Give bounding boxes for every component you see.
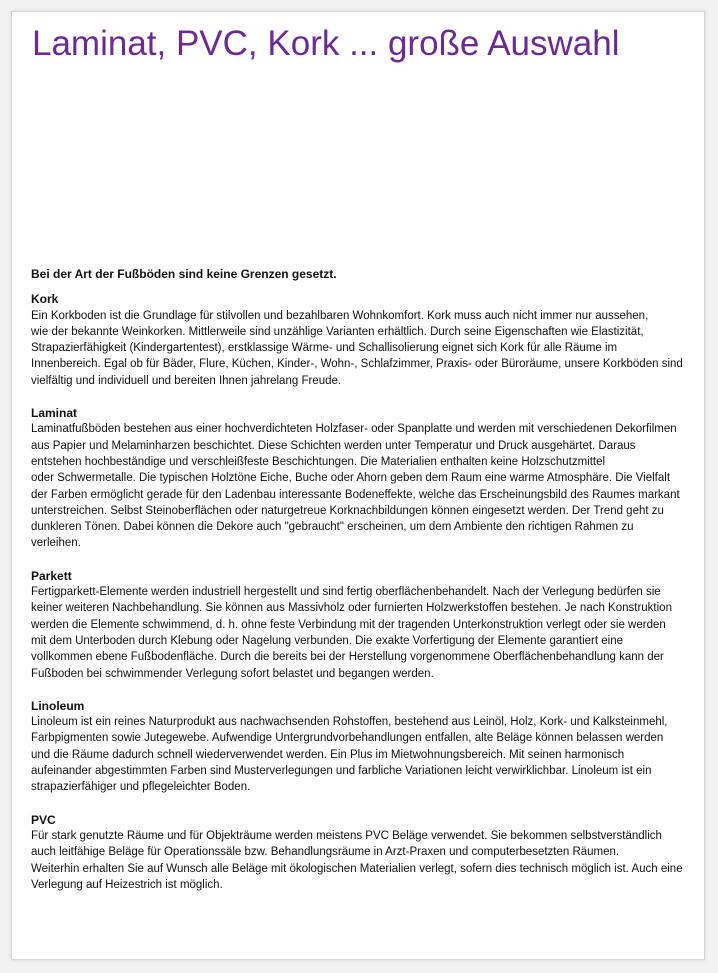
section-kork bbox=[31, 291, 683, 389]
section-laminat bbox=[31, 405, 683, 552]
section-linoleum bbox=[31, 698, 683, 796]
section-heading: Kork bbox=[31, 292, 59, 307]
intro-text: Bei der Art der Fußböden sind keine Grenzen gesetzt. bbox=[31, 267, 337, 281]
section-heading: Linoleum bbox=[31, 698, 85, 713]
article-body bbox=[31, 266, 683, 909]
section-paragraph: Fertigparkett-Elemente werden industriell hergestellt und sind fertig oberflächenbehandelt. Nach der Verlegung bedürfen sie keiner weiteren Nachbehandlung. Sie können aus Massivholz oder furnierten Holzwerkstoffen bestehen. Je nach Konstruktion werden die Elemente schwimmend, d. h. ohne feste Verbindung mit der tragenden Unterkonstruktion verlegt oder sie werden mit dem Unterboden durch Klebung oder Nagelung verbunden. Die exakte Vorfertigung der Elemente garantiert eine vollkommen ebene Fußbodenfläche. Durch die bereits bei der Herstellung vorgenommene Oberflächenbehandlung kann der Fußboden bei schwimmender Verlegung sofort belastet und begangen werden. bbox=[31, 586, 672, 680]
section-paragraph: Linoleum ist ein reines Naturprodukt aus nachwachsenden Rohstoffen, bestehend aus Leinöl, Holz, Kork- und Kalksteinmehl, Farbpigmenten sowie Jutegewebe. Aufwendige Untergrundvorbehandlungen entfallen, alte Beläge können belassen werden und die Räume dadurch schnell wiederverwendet werden. Ein Plus im Mietwohnungsbereich. Mit seinen harmonisch aufeinander abgestimmten Farben sind Musterverlegungen und farbliche Variationen leicht verwirklichbar. Linoleum ist ein strapazierfähiger und pflegeleichter Boden. bbox=[31, 716, 668, 794]
section-paragraph: Laminatfußböden bestehen aus einer hochverdichteten Holzfaser- oder Spanplatte und werden mit verschiedenen Dekorfilmen aus Papier und Melaminharzen beschichtet. Diese Schichten werden unter Temperatur und Druck ausgehärtet. Daraus entstehen hochbeständige und verschleißfeste Beschichtungen. Die Materialien enthalten keine Holzschutzmittel bbox=[31, 423, 677, 468]
page-title: Laminat, PVC, Kork ... große Auswahl bbox=[32, 24, 620, 63]
section-heading: Parkett bbox=[31, 568, 72, 583]
section-parkett bbox=[31, 568, 683, 682]
section-pvc bbox=[31, 812, 683, 893]
section-heading: Laminat bbox=[31, 406, 78, 421]
section-paragraph: Ein Korkboden ist die Grundlage für stilvollen und bezahlbaren Wohnkomfort. Kork muss auch nicht immer nur aussehen, bbox=[31, 309, 649, 322]
page-card bbox=[11, 11, 705, 960]
section-paragraph: Weiterhin erhalten Sie auf Wunsch alle Beläge mit ökologischen Materialien verlegt, sofern dies technisch möglich ist. Auch eine Verlegung auf Heizestrich ist möglich. bbox=[31, 862, 683, 891]
section-paragraph: wie der bekannte Weinkorken. Mittlerweile sind unzählige Varianten erhältlich. Durch seine Eigenschaften wie Elastizität, Strapazierfähigkeit (Kindergartentest), erstklassige Wärme- und Schallisolierung eignet sich Kork für alle Räume im Innenbereich. Egal ob für Bäder, Flure, Küchen, Kinder-, Wohn-, Schlafzimmer, Praxis- oder Büroräume, unsere Korkböden sind vielfältig und individuell und bereiten Ihnen jahrelang Freude. bbox=[31, 325, 683, 387]
section-paragraph: oder Schwermetalle. Die typischen Holztöne Eiche, Buche oder Ahorn geben dem Raum eine warme Atmosphäre. Die Vielfalt der Farben ermöglicht gerade für den Ladenbau interessante Bodeneffekte, welche das Erscheinungsbild des Raumes markant unterstreichen. Selbst Steinoberflächen oder naturgetreue Korknachbildungen können eingesetzt werden. Der Trend geht zu dunkleren Tönen. Dabei können die Dekore auch "gebraucht" erscheinen, um dem Ambiente den richtigen Rahmen zu verleihen. bbox=[31, 472, 680, 550]
section-paragraph: Für stark genutzte Räume und für Objekträume werden meistens PVC Beläge verwendet. Sie bekommen selbstverständlich auch leitfähige Beläge für Operationssäle bzw. Behandlungsräume in Arzt-Praxen und computerbesetzten Räumen. bbox=[31, 829, 662, 859]
section-heading: PVC bbox=[31, 812, 56, 827]
